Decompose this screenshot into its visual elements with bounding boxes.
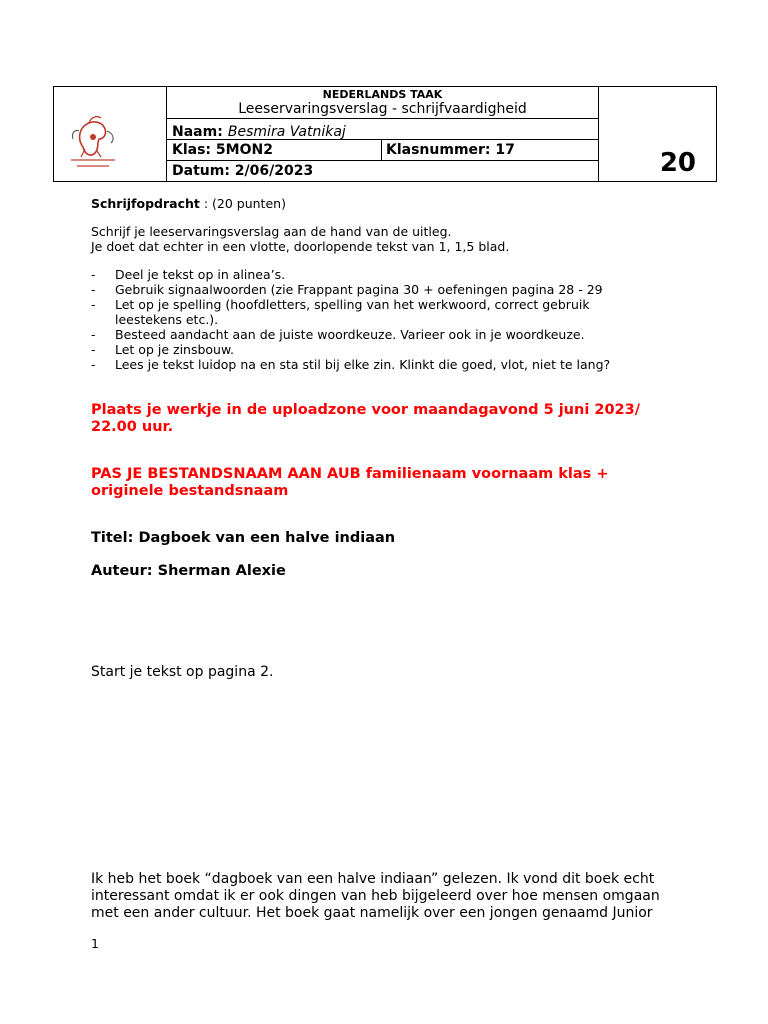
name-label: Naam:: [172, 124, 223, 140]
date-label: Datum: 2/06/2023: [172, 163, 314, 179]
start-note: Start je tekst op pagina 2.: [91, 664, 274, 680]
page-number: 1: [91, 936, 99, 951]
upload-deadline-notice: Plaats je werkje in de uploadzone voor maandagavond 5 juni 2023/ 22.00 uur.: [91, 402, 641, 435]
assignment-title: NEDERLANDS TAAK: [322, 88, 443, 101]
list-item: - Let op je spelling (hoofdletters, spelling van het werkwoord, correct gebruik leestekens etc.).: [91, 297, 635, 327]
book-title: Titel: Dagboek van een halve indiaan: [91, 530, 396, 546]
grade-cell: [598, 87, 716, 181]
list-item: - Gebruik signaalwoorden (zie Frappant pagina 30 + oefeningen pagina 28 - 29: [91, 282, 691, 297]
filename-notice: PAS JE BESTANDSNAAM AAN AUB familienaam voornaam klas + originele bestandsnaam: [91, 466, 609, 499]
class-label: Klas: 5MON2: [172, 142, 273, 158]
instruction-list: [91, 267, 691, 372]
list-item: - Besteed aandacht aan de juiste woordkeuze. Varieer ook in je woordkeuze.: [91, 327, 691, 342]
intro-line-2: Je doet dat echter in een vlotte, doorlopende tekst van 1, 1,5 blad.: [91, 239, 510, 254]
list-item: - Let op je zinsbouw.: [91, 342, 691, 357]
school-logo: [63, 109, 123, 173]
assignment-subtitle: Leeservaringsverslag - schrijfvaardigheid: [238, 101, 527, 117]
list-item: - Deel je tekst op in alinea’s.: [91, 267, 691, 282]
intro-line-1: Schrijf je leeservaringsverslag aan de hand van de uitleg.: [91, 224, 452, 239]
list-item: - Lees je tekst luidop na en sta stil bij elke zin. Klinkt die goed, vlot, niet te lang?: [91, 357, 691, 372]
essay-paragraph: Ik heb het boek “dagboek van een halve indiaan” gelezen. Ik vond dit boek echt interessant omdat ik er ook dingen van heb bijgeleerd over hoe mensen omgaan met een ander cultuur. Het boek gaat namelijk over een jongen genaamd Junior: [91, 871, 660, 921]
book-author: Auteur: Sherman Alexie: [91, 563, 286, 579]
grade-score: 20: [659, 148, 696, 178]
class-number: Klasnummer: 17: [386, 142, 515, 158]
student-name: Besmira Vatnikaj: [227, 124, 346, 140]
document-body: [91, 196, 691, 951]
assignment-heading: Schrijfopdracht : (20 punten): [91, 196, 286, 211]
header-table: [53, 86, 717, 182]
school-logo-cell: [54, 87, 167, 181]
